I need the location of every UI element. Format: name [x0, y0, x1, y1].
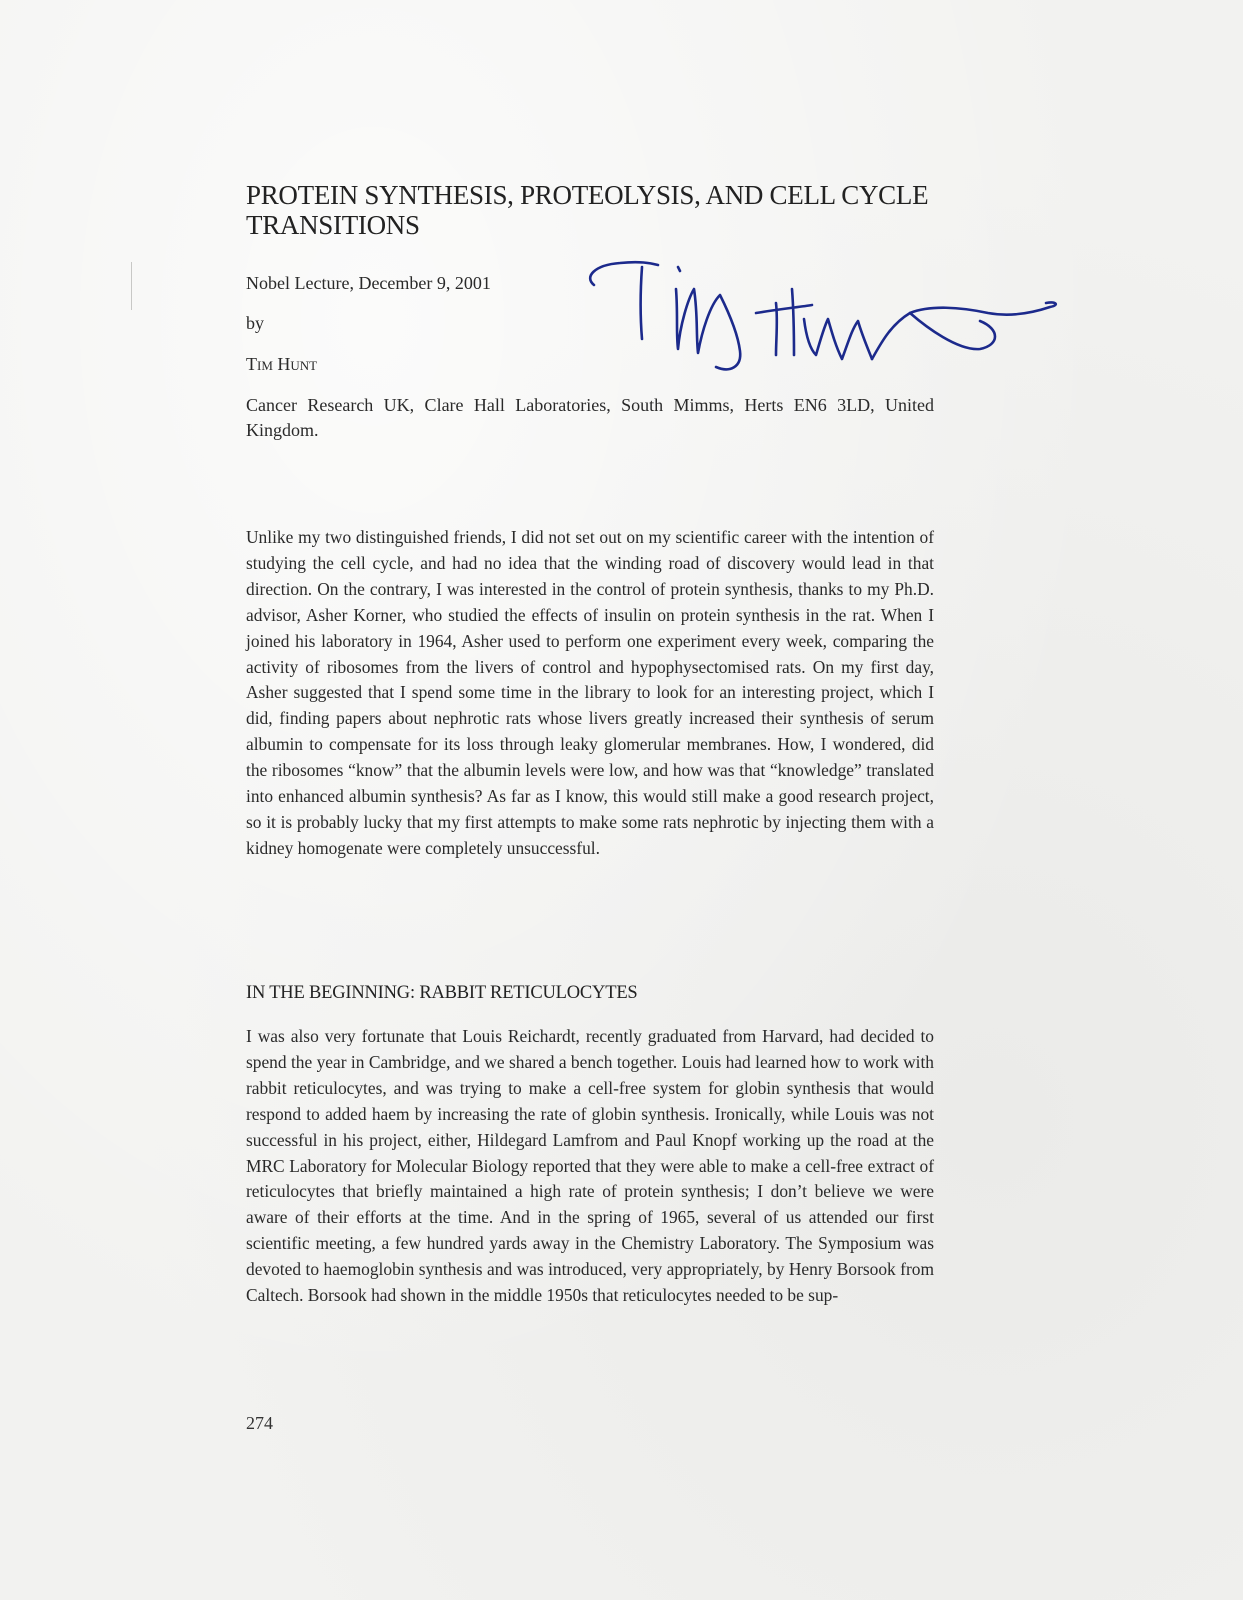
page-number: 274 [246, 1413, 273, 1433]
intro-paragraph: Unlike my two distinguished friends, I did not set out on my scientific career with the intention of studying the cell cycle, and had no idea that the winding road of discovery would lead in that direction. On the contrary, I was interested in the control of protein synthesis, thanks to my Ph.D. advisor, Asher Korner, who studied the effects of insulin on protein synthesis in the rat. When I joined his laboratory in 1964, Asher used to perform one experiment every week, comparing the activity of ribosomes from the livers of control and hypophysectomised rats. On my first day, Asher suggested that I spend some time in the library to look for an interesting project, which I did, finding papers about nephrotic rats whose livers greatly increased their synthesis of serum albumin to compensate for its loss through leaky glomerular membranes. How, I wondered, did the ribosomes “know” that the albumin levels were low, and how was that “knowledge” translated into enhanced albumin synthesis? As far as I know, this would still make a good research project, so it is probably lucky that my first attempts to make some rats nephrotic by injecting them with a kidney homogenate were completely unsuccessful. [246, 527, 934, 858]
lecture-title: PROTEIN SYNTHESIS, PROTEOLYSIS, AND CELL CYCLE TRANSITIONS [246, 180, 929, 240]
byline-by: by [246, 313, 264, 333]
author-name: Tim Hunt [246, 354, 318, 374]
section-heading: IN THE BEGINNING: RABBIT RETICULOCYTES [246, 983, 638, 1003]
section-paragraph: I was also very fortunate that Louis Reichardt, recently graduated from Harvard, had decided to spend the year in Cambridge, and we shared a bench together. Louis had learned how to work with rabbit reticulocytes, and was trying to make a cell-free system for globin synthesis that would respond to added haem by increasing the rate of globin synthesis. Ironically, while Louis was not successful in his project, either, Hildegard Lamfrom and Paul Knopf working up the road at the MRC Laboratory for Molecular Biology reported that they were able to make a cell-free extract of reticulocytes that briefly maintained a high rate of protein synthesis; I don’t believe we were aware of their efforts at the time. And in the spring of 1965, several of us attended our first scientific meeting, a few hundred yards away in the Chemistry Laboratory. The Symposium was devoted to haemoglobin synthesis and was introduced, very appropriately, by Henry Borsook from Caltech. Borsook had shown in the middle 1950s that reticulocytes needed to be sup- [246, 1026, 934, 1306]
lecture-date: Nobel Lecture, December 9, 2001 [246, 273, 491, 293]
author-affiliation: Cancer Research UK, Clare Hall Laboratories, South Mimms, Herts EN6 3LD, United Kingdom. [246, 395, 934, 440]
handwritten-signature [580, 255, 1070, 375]
paper-fold-mark [131, 262, 132, 310]
